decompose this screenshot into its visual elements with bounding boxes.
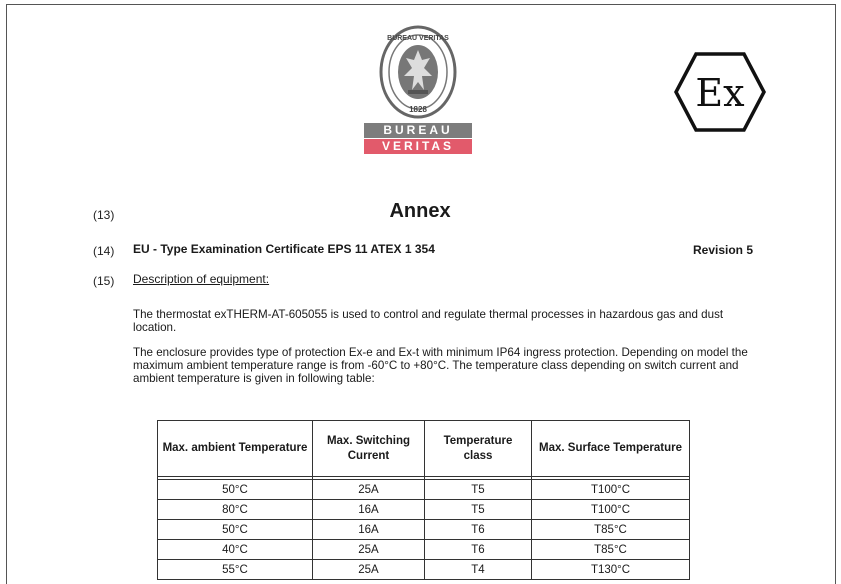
cell-ambient: 50°C: [158, 480, 313, 500]
table-row: [158, 500, 690, 520]
revision-label: Revision 5: [693, 243, 754, 257]
cell-surface: T100°C: [532, 500, 690, 520]
bureau-veritas-logo: [362, 24, 474, 154]
cell-ambient: 55°C: [158, 560, 313, 580]
seal-year: 1828: [409, 105, 427, 114]
table-row: [158, 560, 690, 580]
cell-current: 25A: [313, 560, 425, 580]
cell-surface: T85°C: [532, 540, 690, 560]
header-max-ambient: Max. ambient Temperature: [158, 421, 313, 477]
header-max-surface: Max. Surface Temperature: [532, 421, 690, 477]
certificate-number: EU - Type Examination Certificate EPS 11 ATEX 1 354: [133, 242, 435, 256]
cell-class: T5: [425, 480, 532, 500]
cell-ambient: 50°C: [158, 520, 313, 540]
cell-class: T6: [425, 520, 532, 540]
description-paragraph-1: The thermostat exTHERM-AT-605055 is used to control and regulate thermal processes in hazardous gas and dust location.: [133, 308, 724, 334]
cell-ambient: 40°C: [158, 540, 313, 560]
ex-explosion-proof-icon: [672, 50, 768, 134]
cell-surface: T85°C: [532, 520, 690, 540]
description-paragraph-2: The enclosure provides type of protection Ex-e and Ex-t with minimum IP64 ingress protection. Depending on model the maximum ambient temperature range is from -60°C to +80°C. The temperature class depending on switch current and ambient temperature is given in following table:: [133, 346, 748, 385]
cell-current: 16A: [313, 500, 425, 520]
cell-surface: T100°C: [532, 480, 690, 500]
section-number-15: (15): [93, 274, 115, 288]
temperature-class-table: [157, 420, 690, 580]
logo-band-veritas: VERITAS: [364, 139, 472, 154]
ex-symbol-text: Ex: [695, 71, 745, 115]
table-row: [158, 540, 690, 560]
seal-ring-text: BUREAU VERITAS: [387, 35, 449, 42]
table-header-row: [158, 421, 690, 477]
cell-ambient: 80°C: [158, 500, 313, 520]
cell-surface: T130°C: [532, 560, 690, 580]
page-title: Annex: [389, 200, 451, 222]
cell-class: T4: [425, 560, 532, 580]
section-number-14: (14): [93, 244, 115, 258]
description-heading: Description of equipment:: [133, 272, 270, 286]
logo-band-bureau: BUREAU: [364, 123, 472, 138]
cell-class: T5: [425, 500, 532, 520]
cell-class: T6: [425, 540, 532, 560]
cell-current: 16A: [313, 520, 425, 540]
cell-current: 25A: [313, 480, 425, 500]
bureau-veritas-seal-icon: [378, 24, 458, 120]
header-temperature-class: Temperature class: [425, 421, 532, 477]
header-max-switching: Max. Switching Current: [313, 421, 425, 477]
table-row: [158, 480, 690, 500]
table-row: [158, 520, 690, 540]
cell-current: 25A: [313, 540, 425, 560]
section-number-13: (13): [93, 208, 115, 222]
